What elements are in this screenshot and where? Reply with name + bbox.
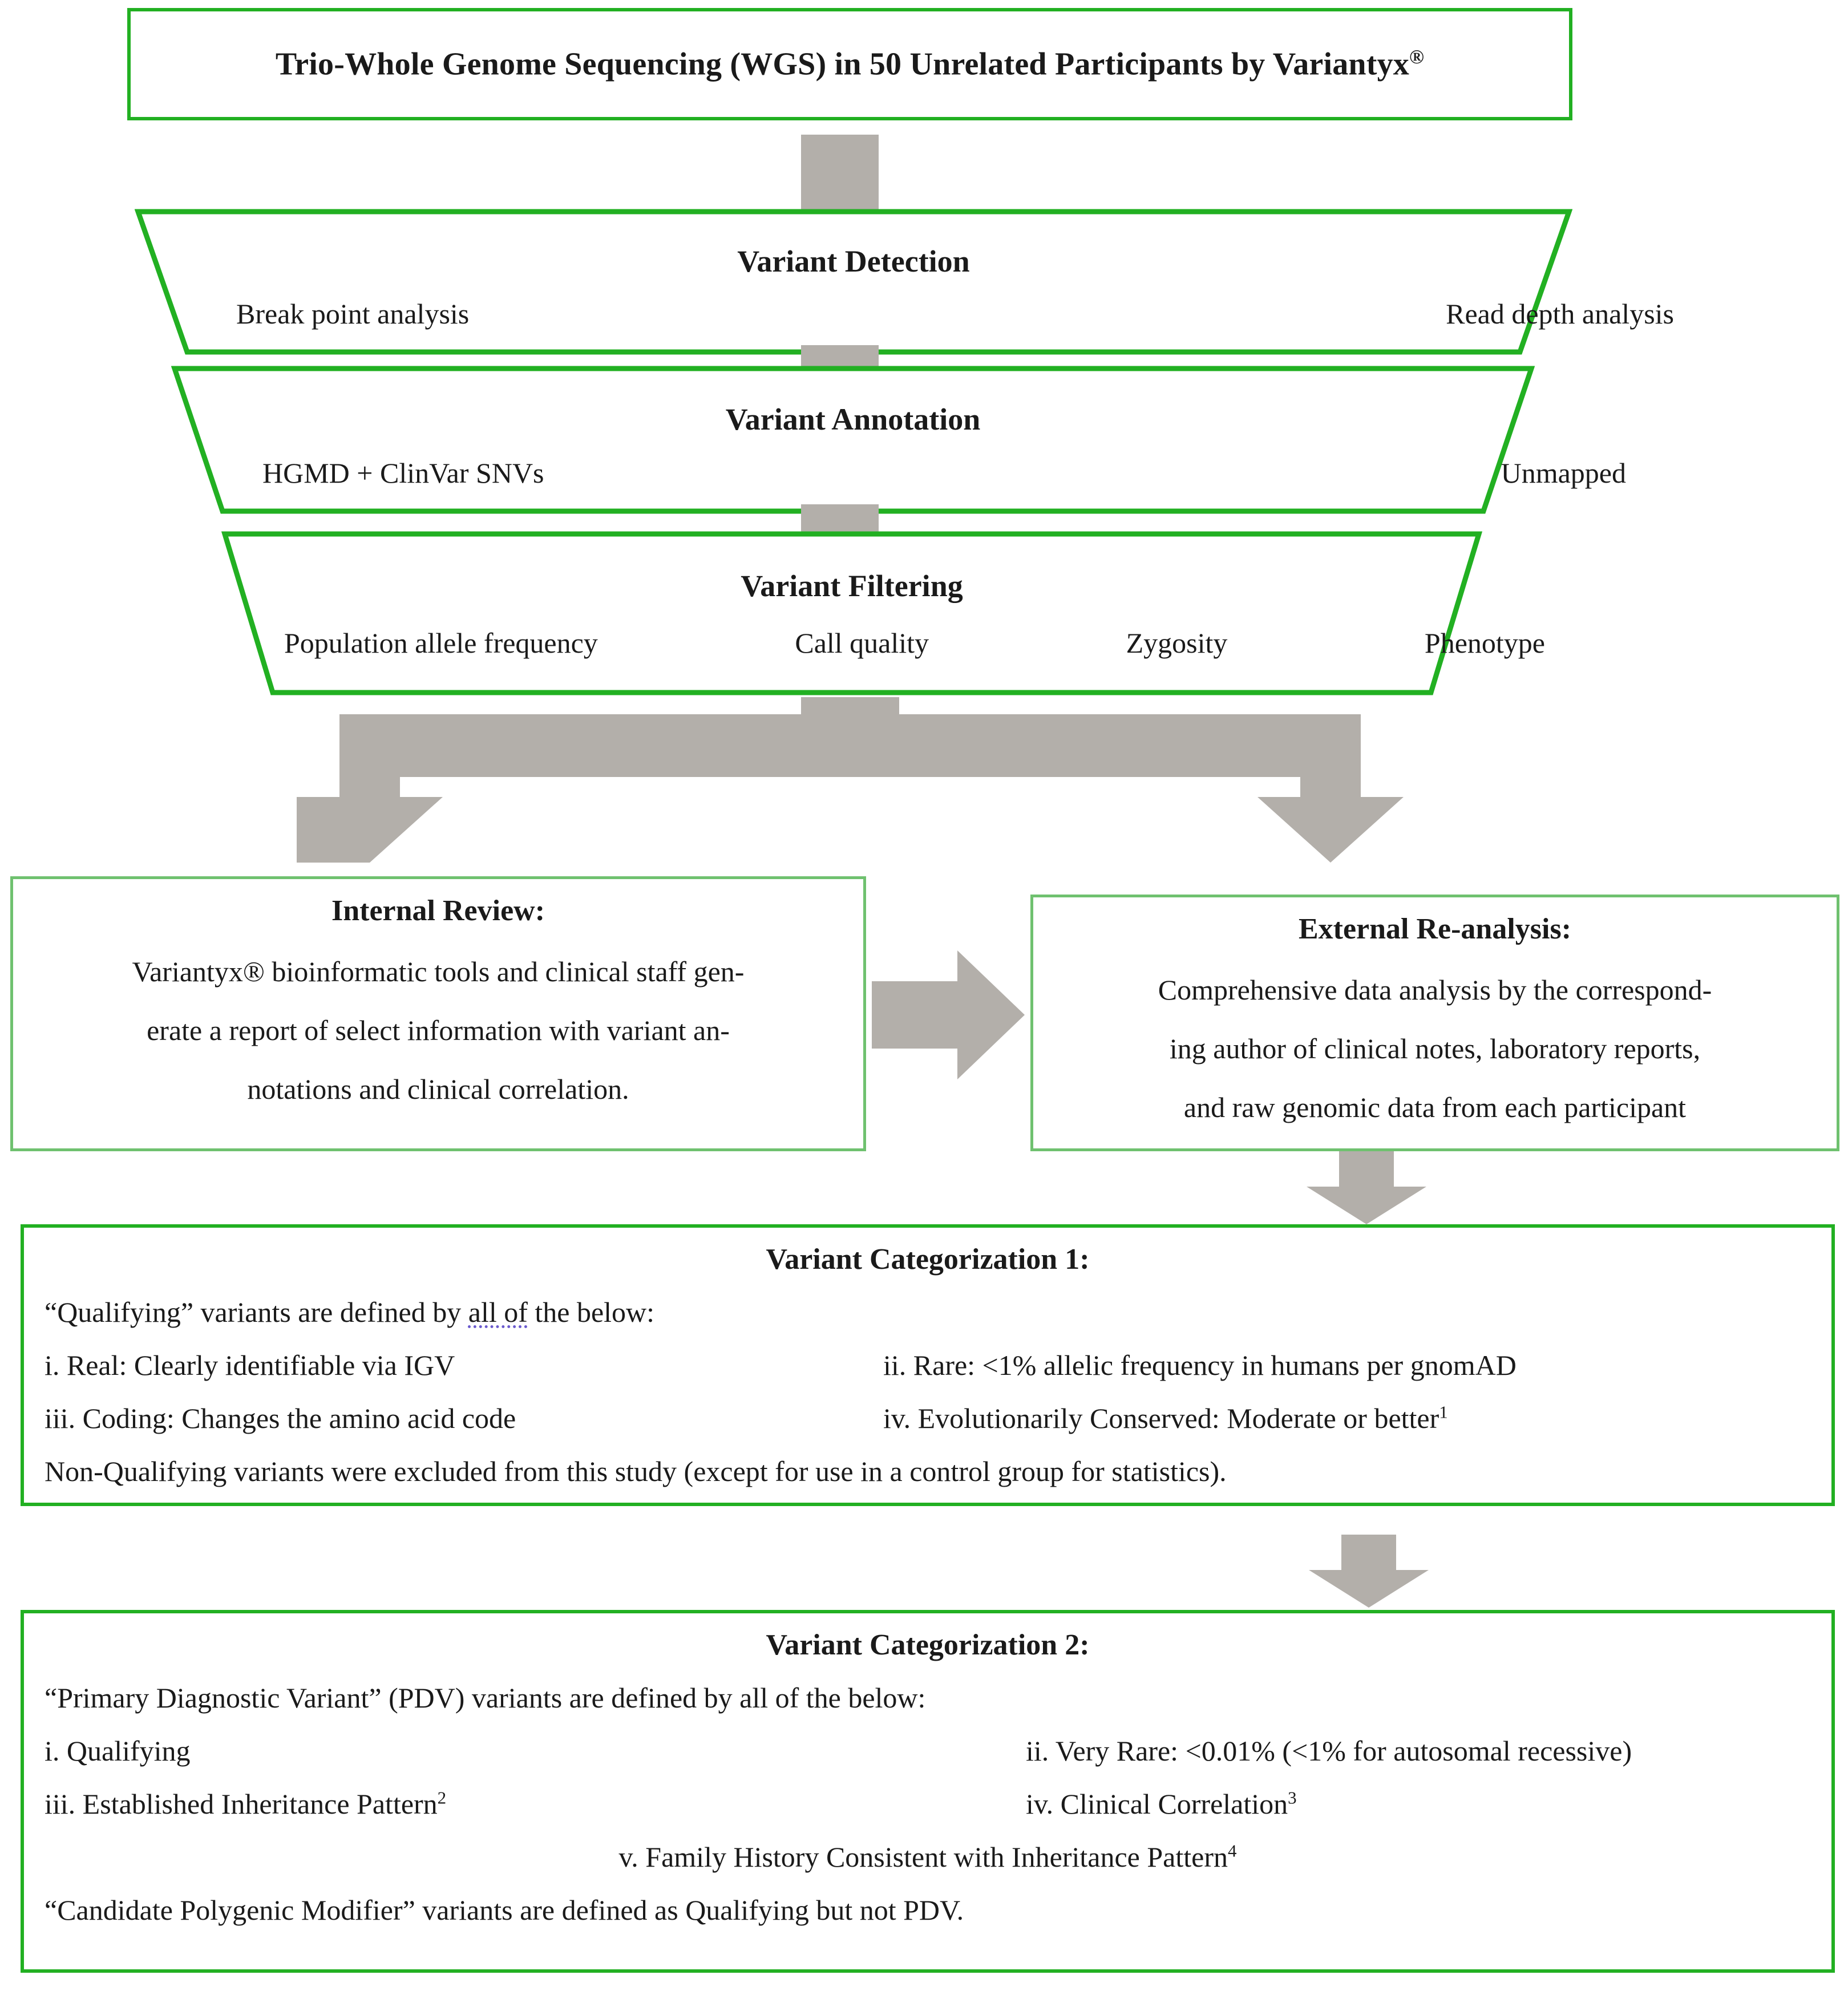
footnote-marker: 2: [437, 1787, 447, 1808]
registered-trademark-icon: ®: [1409, 46, 1425, 68]
funnel-stage-variant-detection: [135, 208, 1674, 355]
funnel-item: Read depth analysis: [1446, 298, 1674, 330]
criterion-v-text: v. Family History Consistent with Inheritance Pattern: [618, 1841, 1228, 1873]
external-reanalysis-body: [1053, 961, 1817, 1137]
criterion-i: i. Qualifying: [45, 1735, 191, 1767]
funnel-item: Phenotype: [1424, 627, 1545, 659]
criterion-v: [45, 1838, 1811, 1876]
trapezoid-shape-2: [171, 365, 1535, 515]
funnel-item: Population allele frequency: [284, 627, 598, 659]
funnel-stage-variant-filtering: [221, 531, 1545, 696]
funnel-item: Break point analysis: [236, 298, 470, 330]
footnote-marker: 3: [1288, 1787, 1297, 1808]
criterion-iii: iii. Coding: Changes the amino acid code: [45, 1402, 516, 1434]
page-title-text: Trio-Whole Genome Sequencing (WGS) in 50 Unrelated Participants by Variantyx: [275, 46, 1410, 82]
internal-review-box: [10, 876, 866, 1151]
criterion-i: i. Real: Clearly identifiable via IGV: [45, 1349, 455, 1381]
criterion-iv: [1026, 1785, 1297, 1823]
criterion-iv-text: iv. Evolutionarily Conserved: Moderate or better: [883, 1402, 1439, 1434]
funnel-item: Zygosity: [1126, 627, 1228, 659]
criterion-iv-text: iv. Clinical Correlation: [1026, 1788, 1288, 1820]
external-reanalysis-title: External Re-analysis:: [1298, 913, 1572, 945]
categorization-1-intro: [45, 1293, 1811, 1332]
internal-review-line: Variantyx® bioinformatic tools and clinical staff gen-: [132, 956, 745, 988]
funnel-item: Unmapped: [1501, 457, 1626, 489]
down-arrow-icon: [1309, 1535, 1429, 1608]
categorization-2-criteria-row: [45, 1785, 1811, 1823]
external-reanalysis-box: [1030, 895, 1839, 1151]
categorization-2-criteria-row: [45, 1732, 1811, 1770]
intro-after: the below:: [527, 1296, 655, 1328]
down-arrow-icon: [1307, 1151, 1426, 1224]
funnel-item: Call quality: [795, 627, 929, 659]
variant-categorization-2-box: [21, 1610, 1835, 1973]
categorization-1-footer: Non-Qualifying variants were excluded from this study (except for use in a control group for statistics).: [45, 1455, 1227, 1487]
external-reanalysis-line: Comprehensive data analysis by the correspond-: [1158, 974, 1712, 1006]
right-arrow-icon: [872, 950, 1025, 1079]
internal-review-line: erate a report of select information with variant an-: [147, 1014, 730, 1046]
external-reanalysis-line: ing author of clinical notes, laboratory reports,: [1169, 1033, 1701, 1065]
footnote-marker: 1: [1439, 1402, 1448, 1422]
trapezoid-shape-3: [221, 531, 1482, 696]
fork-split-arrow-icon: [262, 697, 1438, 863]
funnel-stage-2-label: Variant Annotation: [725, 402, 981, 436]
funnel-item: HGMD + ClinVar SNVs: [262, 457, 544, 489]
categorization-2-title: Variant Categorization 2:: [766, 1629, 1090, 1661]
fork-split-arrow: [262, 697, 1438, 863]
funnel-stage-1-label: Variant Detection: [737, 244, 970, 278]
categorization-2-footer: “Candidate Polygenic Modifier” variants are defined as Qualifying but not PDV.: [45, 1894, 964, 1926]
criterion-iv: [883, 1399, 1448, 1438]
external-reanalysis-line: and raw genomic data from each participant: [1183, 1091, 1687, 1123]
variant-categorization-1-box: [21, 1224, 1835, 1506]
categorization-2-intro: “Primary Diagnostic Variant” (PDV) variants are defined by all of the below:: [45, 1682, 926, 1714]
funnel-stage-3-label: Variant Filtering: [741, 569, 963, 603]
categorization-1-title: Variant Categorization 1:: [766, 1243, 1090, 1276]
external-to-categorization1-arrow: [1307, 1151, 1426, 1224]
internal-review-line: notations and clinical correlation.: [247, 1073, 629, 1105]
criterion-ii: ii. Very Rare: <0.01% (<1% for autosomal recessive): [1026, 1735, 1632, 1767]
trapezoid-shape-1: [135, 208, 1572, 355]
footnote-marker: 4: [1227, 1840, 1237, 1861]
categorization1-to-categorization2-arrow: [1309, 1535, 1429, 1608]
study-title-box: [127, 8, 1572, 120]
connector-title-to-detection: [801, 135, 879, 211]
criterion-ii: ii. Rare: <1% allelic frequency in humans per gnomAD: [883, 1349, 1517, 1381]
internal-review-body: [33, 942, 844, 1119]
internal-review-title: Internal Review:: [331, 895, 545, 927]
intro-before: “Qualifying” variants are defined by: [45, 1296, 468, 1328]
funnel-stage-3-items: [221, 626, 1608, 659]
categorization-1-criteria-row: [45, 1346, 1811, 1385]
page-title: [276, 46, 1424, 83]
funnel-stage-2-items: [171, 456, 1717, 489]
funnel-stage-variant-annotation: [171, 365, 1626, 515]
criterion-iii-text: iii. Established Inheritance Pattern: [45, 1788, 438, 1820]
criterion-iii: [45, 1785, 1026, 1823]
spellcheck-underlined-text: all of: [468, 1296, 528, 1328]
categorization-1-criteria-row: [45, 1399, 1811, 1438]
internal-to-external-arrow: [872, 950, 1025, 1079]
funnel-stage-1-items: [135, 297, 1776, 330]
